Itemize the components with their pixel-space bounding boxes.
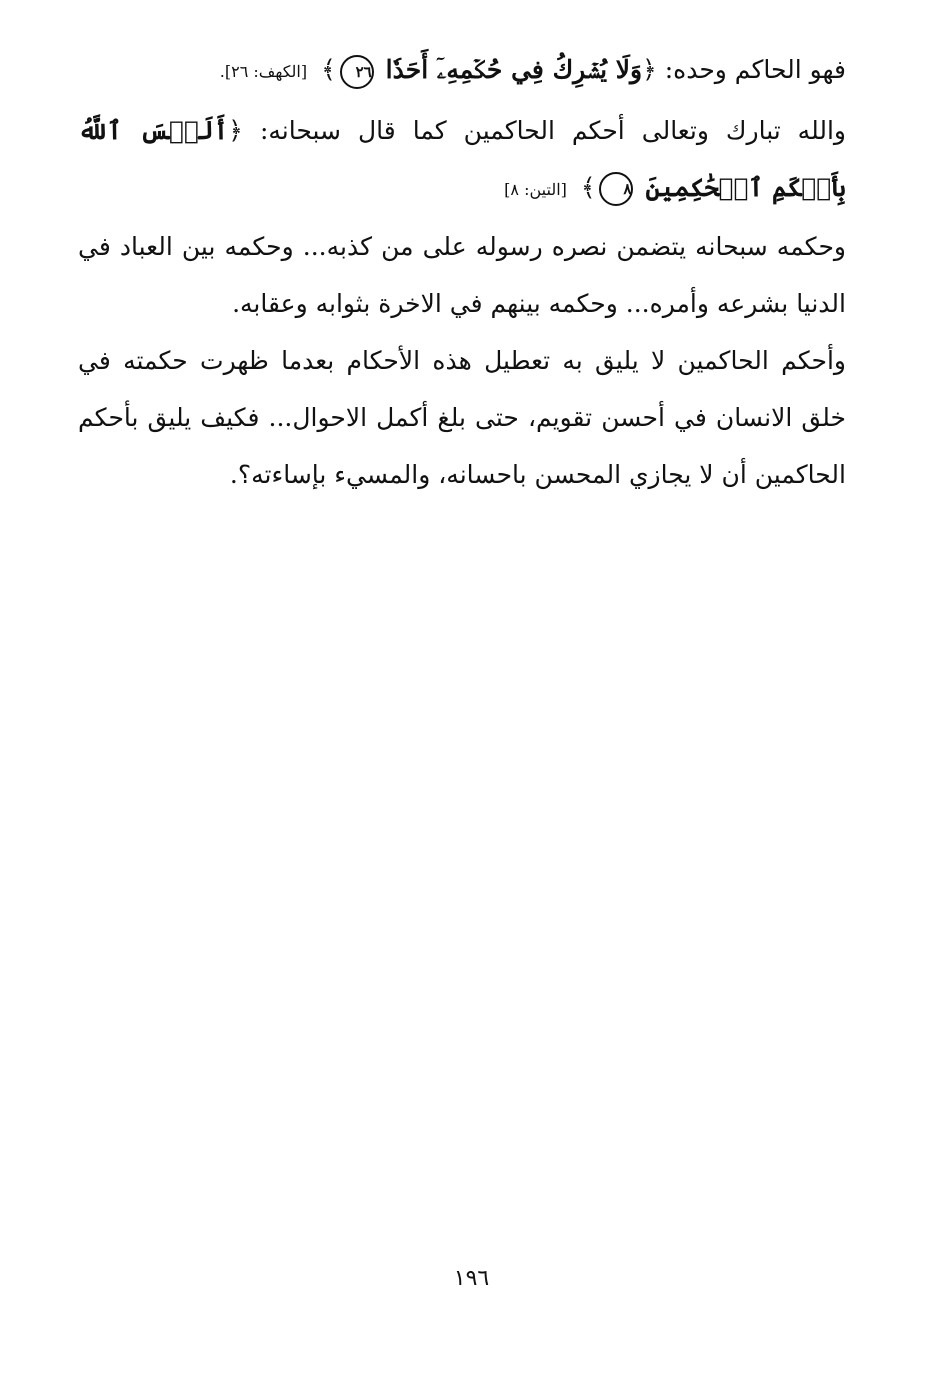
verse-close-bracket: ﴾ [580,172,596,202]
verse-reference: [الكهف: ٢٦]. [219,61,308,81]
paragraph-3: وحكمه سبحانه يتضمن نصره رسوله على من كذبه... وحكمه بين العباد في الدنيا بشرعه وأمره... وحكمه بينهم في الاخرة بثوابه وعقابه. [78,231,846,318]
paragraph-2-intro: والله تبارك وتعالى أحكم الحاكمين كما قال سبحانه: [259,115,846,145]
paragraph-1 [78,40,846,102]
verse-reference: [التين: ٨] [504,179,567,199]
verse-open-bracket: ﴿ [228,115,243,145]
quran-verse-kahf: وَلَا يُشۡرِكُ فِي حُكۡمِهِۦٓ أَحَدٗا [385,55,643,84]
quran-verse-tin: أَلَيۡسَ ٱللَّهُ بِأَحۡكَمِ ٱلۡحَٰكِمِينَ [78,115,846,202]
page-number: ١٩٦ [453,1266,490,1291]
verse-open-bracket: ﴿ [642,55,657,84]
ayah-number-marker: ٨ [599,172,633,206]
ayah-number-marker: ٢٦ [340,55,374,89]
paragraph-4: وأحكم الحاكمين لا يليق به تعطيل هذه الأحكام بعدما ظهرت حكمته في خلق الانسان في أحسن تقويم، حتى بلغ أكمل الاحوال... فكيف يليق بأحكم الحاكمين أن لا يجازي المحسن باحسانه، والمسيء بإساءته؟. [78,345,846,489]
paragraph-1-intro: فهو الحاكم وحده: [664,55,846,84]
verse-close-bracket: ﴾ [321,55,336,84]
page-body [78,40,846,503]
paragraph-2 [78,102,846,218]
